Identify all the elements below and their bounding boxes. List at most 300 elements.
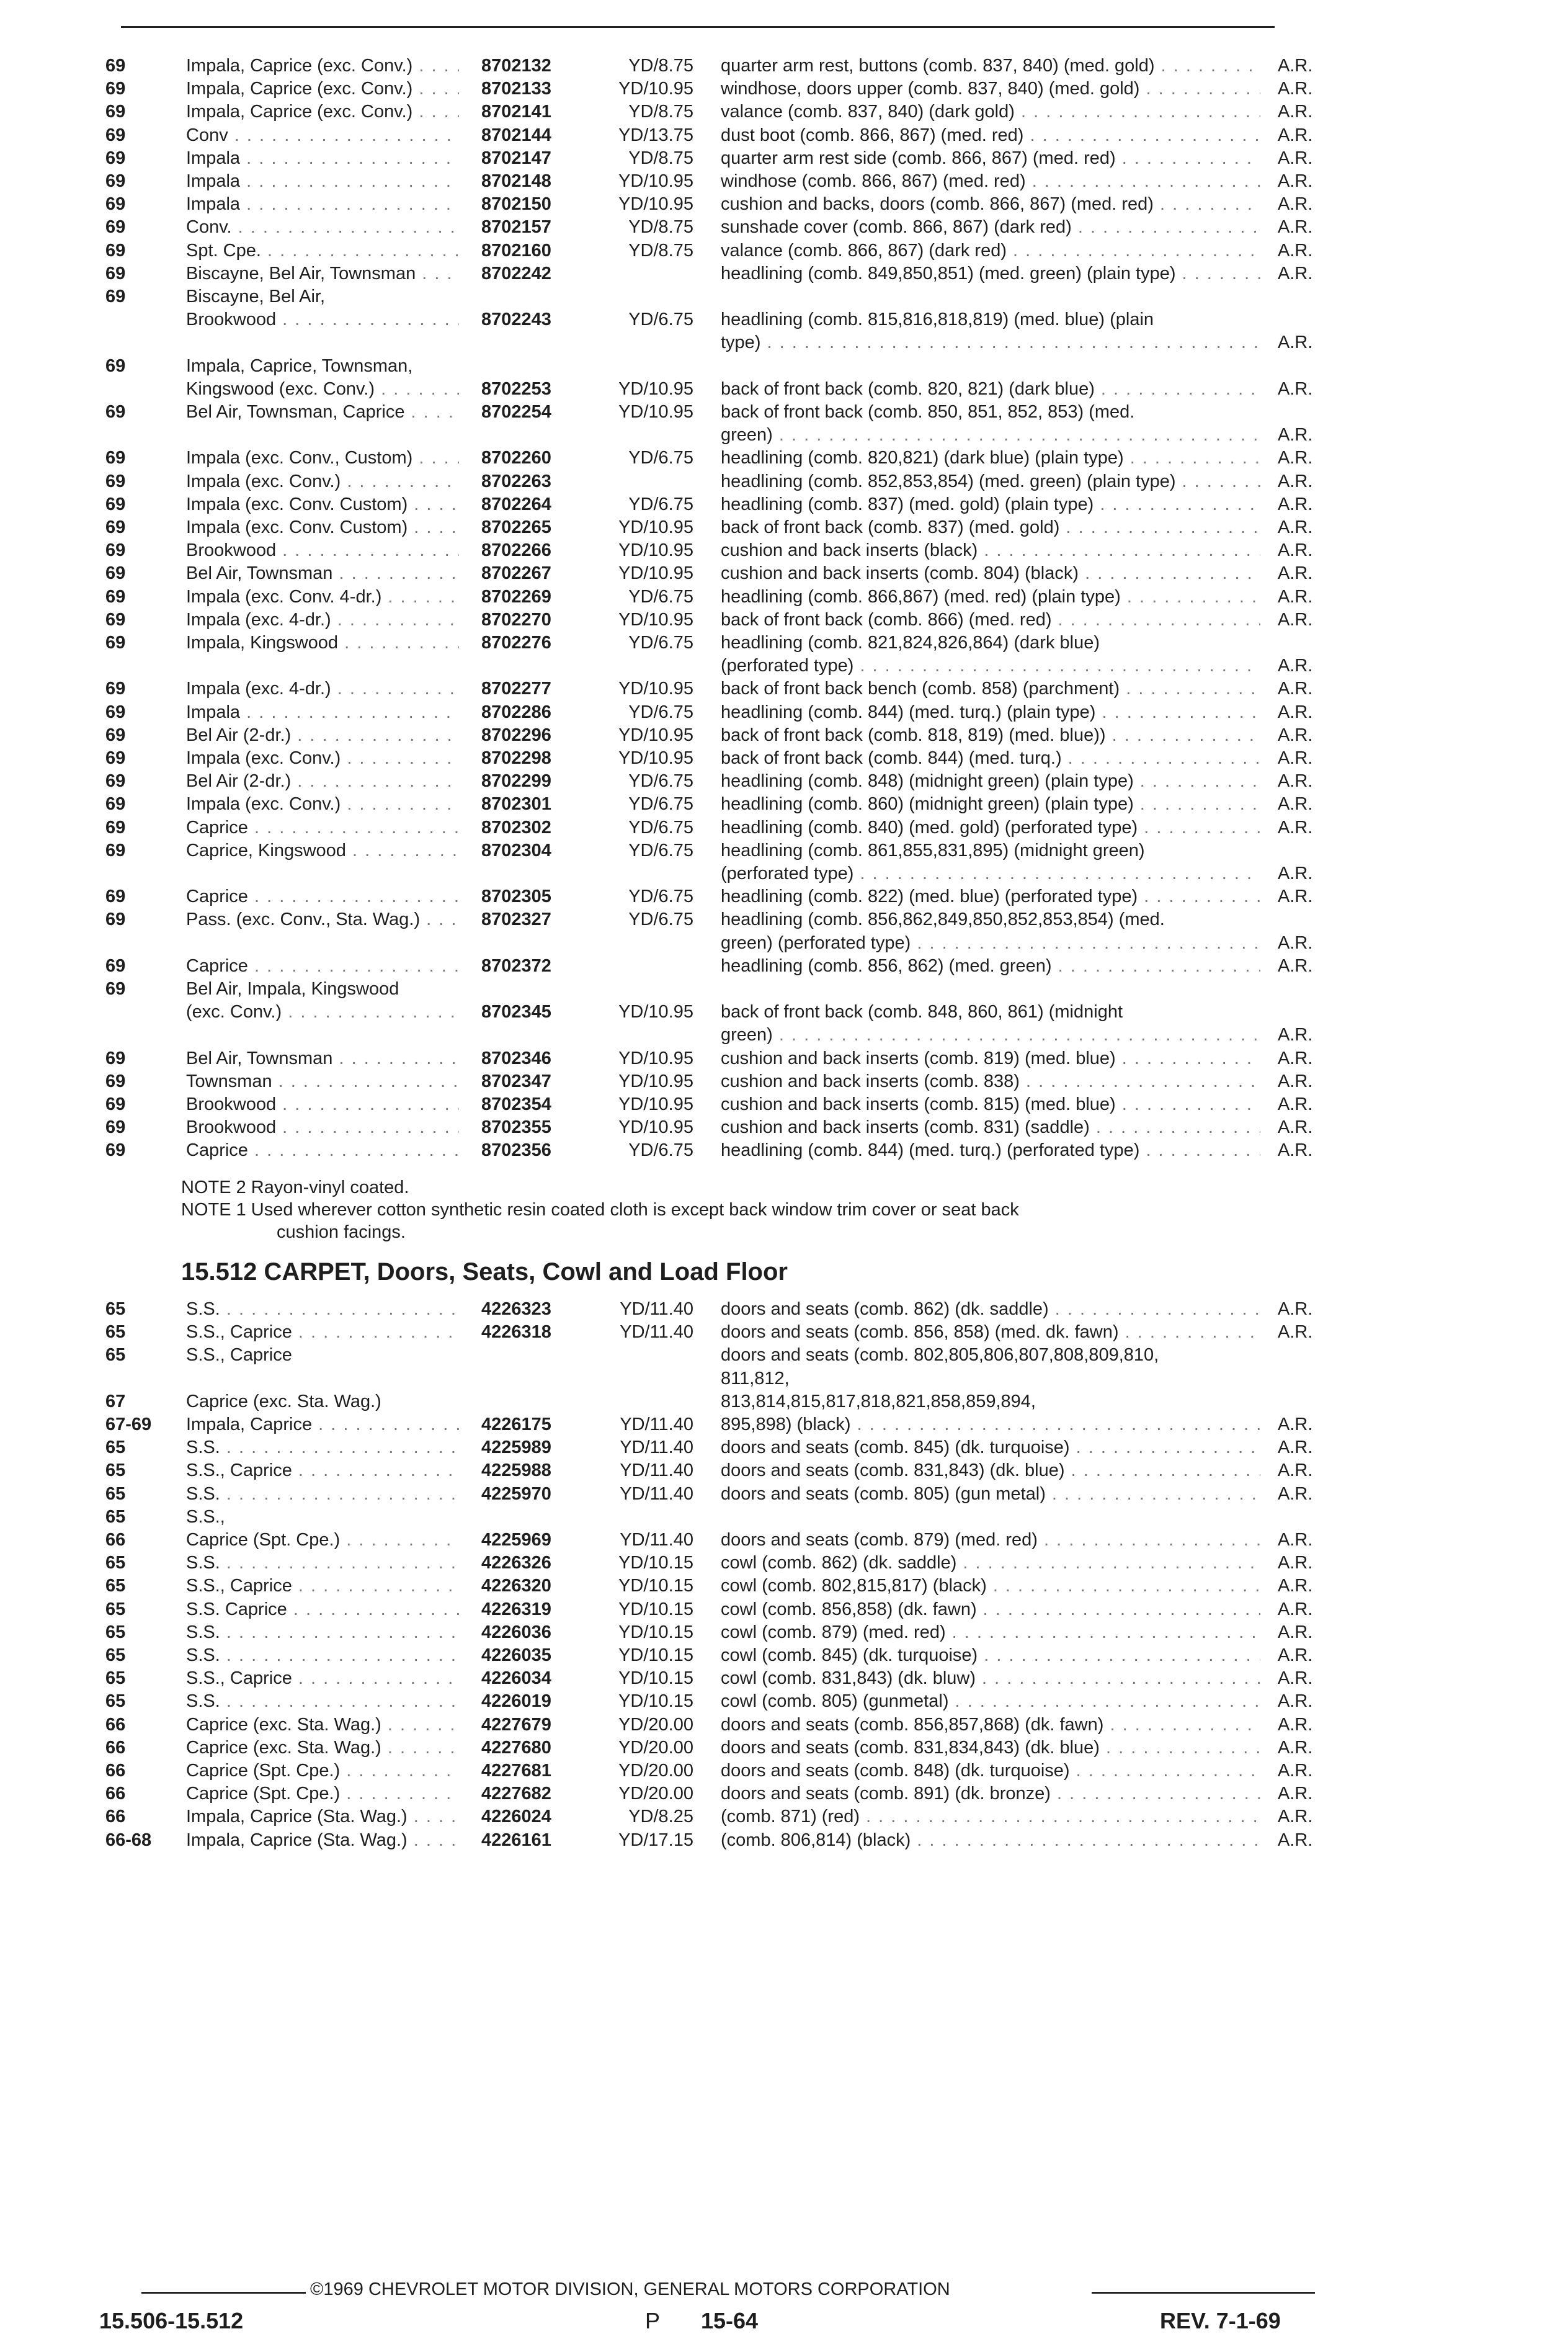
- quantity: A.R.: [1278, 1117, 1313, 1138]
- description: (comb. 871) (red) . . .: [721, 1805, 1260, 1828]
- quantity: A.R.: [1278, 1140, 1313, 1161]
- quantity: A.R.: [1278, 932, 1313, 953]
- table-row: [0, 1459, 1568, 1482]
- model-name: S.S. . . .: [186, 1621, 459, 1643]
- description: headlining (comb. 848) (midnight green) (plain type) . . .: [721, 770, 1260, 792]
- part-number: 8702269: [481, 586, 551, 607]
- part-number: 8702345: [481, 1002, 551, 1022]
- table-row: [0, 1829, 1568, 1851]
- description: doors and seats (comb. 862) (dk. saddle) . . .: [721, 1298, 1260, 1320]
- description: back of front back (comb. 820, 821) (dark blue) . . .: [721, 378, 1260, 400]
- quantity: A.R.: [1278, 240, 1313, 261]
- quantity: A.R.: [1278, 378, 1313, 399]
- table-row: [0, 1001, 1568, 1023]
- yard-price: YD/8.75: [628, 148, 693, 168]
- table-row: [0, 378, 1568, 400]
- model-name: S.S. . . .: [186, 1690, 459, 1712]
- table-row: [0, 1436, 1568, 1459]
- quantity: A.R.: [1278, 679, 1313, 699]
- model-year: 69: [105, 748, 126, 768]
- description: back of front back (comb. 844) (med. turq.) . . .: [721, 747, 1260, 769]
- model-name: Impala (exc. Conv.) . . .: [186, 747, 459, 769]
- model-name: Caprice (exc. Sta. Wag.) . . .: [186, 1737, 459, 1759]
- yard-price: YD/10.95: [618, 563, 693, 584]
- table-row: [0, 193, 1568, 215]
- description: headlining (comb. 866,867) (med. red) (plain type) . . .: [721, 586, 1260, 608]
- table-row: [0, 862, 1568, 885]
- part-number: 8702147: [481, 148, 551, 168]
- model-year: 69: [105, 1048, 126, 1068]
- model-year: 69: [105, 56, 126, 76]
- description: back of front back (comb. 866) (med. red) . . .: [721, 609, 1260, 631]
- description: cowl (comb. 805) (gunmetal) . . .: [721, 1690, 1260, 1712]
- model-name: Caprice (Spt. Cpe.) . . .: [186, 1529, 459, 1551]
- model-name: S.S., Caprice . . .: [186, 1321, 459, 1343]
- part-number: 4225970: [481, 1483, 551, 1504]
- model-year: 69: [105, 887, 126, 907]
- part-number: 4227680: [481, 1737, 551, 1758]
- quantity: A.R.: [1278, 656, 1313, 676]
- model-name: Impala (exc. Conv., Custom) . . .: [186, 447, 459, 469]
- part-number: 4225969: [481, 1530, 551, 1550]
- quantity: A.R.: [1278, 1576, 1313, 1596]
- description: dust boot (comb. 866, 867) (med. red) . . .: [721, 124, 1260, 146]
- part-number: 4226161: [481, 1830, 551, 1850]
- quantity: A.R.: [1278, 1761, 1313, 1781]
- description: doors and seats (comb. 848) (dk. turquoise) . . .: [721, 1759, 1260, 1782]
- description: headlining (comb. 840) (med. gold) (perforated type) . . .: [721, 816, 1260, 839]
- quantity: A.R.: [1278, 609, 1313, 630]
- model-year: 69: [105, 194, 126, 215]
- part-number: 8702305: [481, 887, 551, 907]
- table-row: [0, 908, 1568, 931]
- description: headlining (comb. 860) (midnight green) (plain type) . . .: [721, 793, 1260, 815]
- yard-price: YD/20.00: [618, 1784, 693, 1804]
- yard-price: YD/11.40: [620, 1438, 693, 1458]
- model-name: Brookwood . . .: [186, 308, 459, 331]
- description: cowl (comb. 845) (dk. turquoise) . . .: [721, 1644, 1260, 1666]
- yard-price: YD/10.95: [618, 1071, 693, 1091]
- description: green) (perforated type) . . .: [721, 932, 1260, 954]
- model-year: 69: [105, 794, 126, 815]
- yard-price: YD/8.25: [628, 1807, 693, 1827]
- quantity: A.R.: [1278, 425, 1313, 445]
- model-year: 65: [105, 1645, 126, 1665]
- table-row: [0, 1552, 1568, 1574]
- yard-price: YD/6.75: [628, 448, 693, 468]
- yard-price: YD/6.75: [628, 887, 693, 907]
- part-number: 8702254: [481, 402, 551, 422]
- model-name: S.S. . . .: [186, 1436, 459, 1459]
- model-year: 69: [105, 217, 126, 238]
- model-name: Impala, Caprice (exc. Conv.) . . .: [186, 55, 459, 77]
- table-row: [0, 1782, 1568, 1805]
- model-name: Caprice (Spt. Cpe.) . . .: [186, 1782, 459, 1805]
- description: doors and seats (comb. 879) (med. red) . . .: [721, 1529, 1260, 1551]
- model-name: Spt. Cpe. . . .: [186, 239, 459, 262]
- table-row: [0, 78, 1568, 100]
- model-name: S.S. . . .: [186, 1552, 459, 1574]
- model-year: 65: [105, 1506, 126, 1527]
- yard-price: YD/10.15: [618, 1553, 693, 1573]
- table-row: [0, 239, 1568, 262]
- table-row: [0, 170, 1568, 192]
- section-range: 15.506-15.512: [99, 2308, 244, 2333]
- quantity: A.R.: [1278, 771, 1313, 792]
- quantity: A.R.: [1278, 194, 1313, 215]
- quantity: A.R.: [1278, 1807, 1313, 1827]
- description: headlining (comb. 821,824,826,864) (dark blue): [721, 633, 1100, 653]
- table-row: [0, 1413, 1568, 1436]
- description: back of front back (comb. 850, 851, 852, 853) (med.: [721, 402, 1135, 422]
- model-name: Impala (exc. Conv. Custom) . . .: [186, 493, 459, 516]
- part-number: 8702133: [481, 79, 551, 99]
- copyright: ©1969 CHEVROLET MOTOR DIVISION, GENERAL MOTORS CORPORATION: [310, 2279, 950, 2299]
- model-year: 69: [105, 125, 126, 145]
- table-row: [0, 331, 1568, 354]
- yard-price: YD/11.40: [620, 1460, 693, 1481]
- yard-price: YD/10.15: [618, 1668, 693, 1689]
- model-name: (exc. Conv.) . . .: [186, 1001, 459, 1023]
- description: cushion and back inserts (comb. 819) (med. blue) . . .: [721, 1047, 1260, 1070]
- yard-price: YD/6.75: [628, 310, 693, 330]
- quantity: A.R.: [1278, 1460, 1313, 1481]
- model-year: 69: [105, 1094, 126, 1114]
- description: headlining (comb. 861,855,831,895) (midnight green): [721, 840, 1145, 861]
- quantity: A.R.: [1278, 540, 1313, 561]
- table-row: [0, 539, 1568, 561]
- model-name: Caprice, Kingswood . . .: [186, 839, 459, 862]
- part-number: 8702265: [481, 517, 551, 537]
- part-number: 4226036: [481, 1622, 551, 1642]
- description: doors and seats (comb. 856,857,868) (dk. fawn) . . .: [721, 1714, 1260, 1736]
- description: cowl (comb. 879) (med. red) . . .: [721, 1621, 1260, 1643]
- description: cushion and back inserts (comb. 815) (med. blue) . . .: [721, 1093, 1260, 1116]
- model-name: S.S., Caprice: [186, 1345, 292, 1366]
- description: green) . . .: [721, 1024, 1260, 1046]
- table-row: [0, 793, 1568, 815]
- table-row: [0, 677, 1568, 700]
- quantity: A.R.: [1278, 1048, 1313, 1068]
- yard-price: YD/11.40: [620, 1483, 693, 1504]
- part-number: 4226326: [481, 1553, 551, 1573]
- model-year: 69: [105, 563, 126, 584]
- description: headlining (comb. 820,821) (dark blue) (plain type) . . .: [721, 447, 1260, 469]
- model-name: Impala . . .: [186, 701, 459, 723]
- description: doors and seats (comb. 831,843) (dk. blue) . . .: [721, 1459, 1260, 1482]
- table-row: [0, 1047, 1568, 1070]
- part-number: 4225988: [481, 1460, 551, 1481]
- quantity: A.R.: [1278, 471, 1313, 491]
- model-name: S.S. Caprice . . .: [186, 1598, 459, 1621]
- model-year: 65: [105, 1576, 126, 1596]
- model-name: Caprice (exc. Sta. Wag.) . . .: [186, 1714, 459, 1736]
- model-name: S.S. . . .: [186, 1644, 459, 1666]
- quantity: A.R.: [1278, 563, 1313, 584]
- model-name: Impala (exc. Conv. Custom) . . .: [186, 516, 459, 539]
- quantity: A.R.: [1278, 125, 1313, 145]
- table-row: [0, 586, 1568, 608]
- yard-price: YD/10.95: [618, 378, 693, 399]
- table-row: [0, 424, 1568, 446]
- model-name: Biscayne, Bel Air,: [186, 287, 326, 306]
- table-row: [0, 1093, 1568, 1116]
- model-year: 66: [105, 1784, 126, 1804]
- part-number: 8702132: [481, 56, 551, 76]
- table-row: [0, 1367, 1568, 1390]
- part-number: 4226019: [481, 1691, 551, 1712]
- quantity: A.R.: [1278, 171, 1313, 191]
- model-year: 67: [105, 1391, 126, 1411]
- yard-price: YD/10.15: [618, 1622, 693, 1642]
- description: cushion and backs, doors (comb. 866, 867) (med. red) . . .: [721, 193, 1260, 215]
- yard-price: YD/10.95: [618, 725, 693, 745]
- yard-price: YD/10.95: [618, 1117, 693, 1138]
- table-row: [0, 262, 1568, 285]
- quantity: A.R.: [1278, 1071, 1313, 1091]
- description: 811,812,: [721, 1368, 790, 1388]
- model-year: 69: [105, 240, 126, 261]
- yard-price: YD/10.95: [618, 194, 693, 215]
- description: headlining (comb. 822) (med. blue) (perforated type) . . .: [721, 885, 1260, 908]
- description: quarter arm rest, buttons (comb. 837, 840) (med. gold) . . .: [721, 55, 1260, 77]
- yard-price: YD/6.75: [628, 840, 693, 861]
- table-row: [0, 816, 1568, 839]
- table-row: [0, 955, 1568, 977]
- table-row: [0, 1621, 1568, 1643]
- model-year: 69: [105, 355, 126, 376]
- table-row: [0, 447, 1568, 469]
- model-year: 69: [105, 1071, 126, 1091]
- part-number: 8702267: [481, 563, 551, 584]
- model-name: Caprice . . .: [186, 816, 459, 839]
- part-number: 8702299: [481, 771, 551, 792]
- table-row: [0, 1321, 1568, 1343]
- description: back of front back (comb. 837) (med. gold) . . .: [721, 516, 1260, 539]
- quantity: A.R.: [1278, 1691, 1313, 1712]
- model-year: 65: [105, 1322, 126, 1343]
- quantity: A.R.: [1278, 1830, 1313, 1850]
- description: doors and seats (comb. 845) (dk. turquoise) . . .: [721, 1436, 1260, 1459]
- model-year: 69: [105, 79, 126, 99]
- table-row: [0, 1070, 1568, 1093]
- table-row: [0, 1344, 1568, 1366]
- yard-price: YD/10.95: [618, 609, 693, 630]
- quantity: A.R.: [1278, 887, 1313, 907]
- model-year: 65: [105, 1599, 126, 1619]
- yard-price: YD/10.95: [618, 79, 693, 99]
- description: (comb. 806,814) (black) . . .: [721, 1829, 1260, 1851]
- description: type) . . .: [721, 331, 1260, 354]
- model-year: 69: [105, 633, 126, 653]
- model-year: 65: [105, 1691, 126, 1712]
- model-name: Impala . . .: [186, 147, 459, 169]
- yard-price: YD/17.15: [618, 1830, 693, 1850]
- model-name: S.S.,: [186, 1506, 225, 1527]
- part-number: 4226319: [481, 1599, 551, 1619]
- yard-price: YD/10.95: [618, 1094, 693, 1114]
- part-number: 4226318: [481, 1322, 551, 1343]
- model-name: Impala, Caprice, Townsman,: [186, 355, 413, 376]
- model-name: Impala (exc. 4-dr.) . . .: [186, 677, 459, 700]
- model-name: Impala, Caprice (Sta. Wag.) . . .: [186, 1805, 459, 1828]
- model-name: Bel Air (2-dr.) . . .: [186, 724, 459, 746]
- model-name: Townsman . . .: [186, 1070, 459, 1093]
- model-name: S.S., Caprice . . .: [186, 1575, 459, 1597]
- quantity: A.R.: [1278, 333, 1313, 353]
- model-year: 65: [105, 1345, 126, 1366]
- page-number: 15-64: [701, 2308, 759, 2333]
- part-number: 4226175: [481, 1415, 551, 1434]
- model-name: Caprice . . .: [186, 885, 459, 908]
- part-number: 8702302: [481, 817, 551, 838]
- quantity: A.R.: [1278, 1415, 1313, 1434]
- description: cushion and back inserts (comb. 831) (saddle) . . .: [721, 1116, 1260, 1138]
- table-row: [0, 493, 1568, 516]
- model-year: 69: [105, 1117, 126, 1138]
- note-1-line-2: cushion facings.: [277, 1222, 406, 1242]
- model-name: Impala, Caprice (exc. Conv.) . . .: [186, 78, 459, 100]
- description: headlining (comb. 852,853,854) (med. green) (plain type) . . .: [721, 470, 1260, 493]
- part-number: 8702356: [481, 1140, 551, 1161]
- part-number: 8702277: [481, 679, 551, 699]
- footer-rule-right: [1092, 2292, 1315, 2294]
- table-row: [0, 1737, 1568, 1759]
- table-row: [0, 101, 1568, 123]
- yard-price: YD/6.75: [628, 910, 693, 930]
- model-name: Brookwood . . .: [186, 1116, 459, 1138]
- table-row: [0, 1529, 1568, 1551]
- model-year: 66: [105, 1807, 126, 1827]
- model-year: 69: [105, 540, 126, 561]
- model-year: 65: [105, 1668, 126, 1689]
- part-number: 8702141: [481, 102, 551, 122]
- model-year: 69: [105, 263, 126, 284]
- description: headlining (comb. 815,816,818,819) (med. blue) (plain: [721, 310, 1154, 330]
- yard-price: YD/10.15: [618, 1645, 693, 1665]
- table-row: [0, 562, 1568, 584]
- description: headlining (comb. 844) (med. turq.) (plain type) . . .: [721, 701, 1260, 723]
- table-row: [0, 839, 1568, 862]
- description: (perforated type) . . .: [721, 862, 1260, 885]
- table-row: [0, 1298, 1568, 1320]
- description: cowl (comb. 856,858) (dk. fawn) . . .: [721, 1598, 1260, 1621]
- quantity: A.R.: [1278, 517, 1313, 537]
- quantity: A.R.: [1278, 1784, 1313, 1804]
- description: quarter arm rest side (comb. 866, 867) (med. red) . . .: [721, 147, 1260, 169]
- model-name: Conv. . . .: [186, 216, 459, 238]
- yard-price: YD/8.75: [628, 217, 693, 238]
- model-name: Impala, Caprice (Sta. Wag.) . . .: [186, 1829, 459, 1851]
- model-year: 69: [105, 910, 126, 930]
- part-number: 4227679: [481, 1714, 551, 1735]
- part-number: 8702160: [481, 240, 551, 261]
- quantity: A.R.: [1278, 1553, 1313, 1573]
- model-year: 69: [105, 171, 126, 191]
- model-year: 65: [105, 1553, 126, 1573]
- model-year: 65: [105, 1460, 126, 1481]
- model-year: 69: [105, 955, 126, 976]
- part-number: 8702263: [481, 471, 551, 491]
- yard-price: YD/10.15: [618, 1576, 693, 1596]
- model-year: 69: [105, 471, 126, 491]
- model-name: Biscayne, Bel Air, Townsman . . .: [186, 262, 459, 285]
- yard-price: YD/10.95: [618, 540, 693, 561]
- model-name: Bel Air (2-dr.) . . .: [186, 770, 459, 792]
- description: valance (comb. 866, 867) (dark red) . . .: [721, 239, 1260, 262]
- yard-price: YD/6.75: [628, 794, 693, 815]
- model-name: Bel Air, Townsman . . .: [186, 562, 459, 584]
- model-year: 69: [105, 609, 126, 630]
- quantity: A.R.: [1278, 1530, 1313, 1550]
- model-name: Impala . . .: [186, 193, 459, 215]
- model-name: S.S., Caprice . . .: [186, 1667, 459, 1689]
- model-year: 65: [105, 1299, 126, 1319]
- model-year: 66-68: [105, 1830, 152, 1850]
- description: headlining (comb. 837) (med. gold) (plain type) . . .: [721, 493, 1260, 516]
- part-number: 8702296: [481, 725, 551, 745]
- table-row: [0, 147, 1568, 169]
- yard-price: YD/6.75: [628, 633, 693, 653]
- model-name: Impala, Caprice (exc. Conv.) . . .: [186, 101, 459, 123]
- section-title: 15.512 CARPET, Doors, Seats, Cowl and Load Floor: [181, 1258, 788, 1285]
- quantity: A.R.: [1278, 1737, 1313, 1758]
- model-year: 66: [105, 1737, 126, 1758]
- yard-price: YD/10.95: [618, 748, 693, 768]
- model-name: Impala, Caprice . . .: [186, 1413, 459, 1436]
- description: sunshade cover (comb. 866, 867) (dark red) . . .: [721, 216, 1260, 238]
- model-year: 69: [105, 494, 126, 514]
- model-year: 69: [105, 725, 126, 745]
- revision: REV. 7-1-69: [1160, 2308, 1281, 2333]
- part-number: 4226320: [481, 1576, 551, 1596]
- model-name: S.S. . . .: [186, 1483, 459, 1505]
- part-number: 4227682: [481, 1784, 551, 1804]
- yard-price: YD/6.75: [628, 817, 693, 838]
- quantity: A.R.: [1278, 725, 1313, 745]
- part-number: 4225989: [481, 1438, 551, 1458]
- model-year: 66: [105, 1714, 126, 1735]
- model-year: 69: [105, 979, 126, 999]
- quantity: A.R.: [1278, 1668, 1313, 1689]
- model-year: 69: [105, 517, 126, 537]
- table-row: [0, 609, 1568, 631]
- yard-price: YD/8.75: [628, 56, 693, 76]
- model-year: 69: [105, 1140, 126, 1161]
- model-name: Impala . . .: [186, 170, 459, 192]
- yard-price: YD/6.75: [628, 702, 693, 722]
- table-row: [0, 55, 1568, 77]
- model-year: 65: [105, 1438, 126, 1458]
- quantity: A.R.: [1278, 1322, 1313, 1343]
- quantity: A.R.: [1278, 494, 1313, 514]
- description: headlining (comb. 856, 862) (med. green) . . .: [721, 955, 1260, 977]
- description: windhose, doors upper (comb. 837, 840) (med. gold) . . .: [721, 78, 1260, 100]
- model-year: 69: [105, 287, 126, 306]
- yard-price: YD/10.95: [618, 1002, 693, 1022]
- model-name: Bel Air, Townsman . . .: [186, 1047, 459, 1070]
- part-number: 8702150: [481, 194, 551, 215]
- table-row: [0, 1598, 1568, 1621]
- model-name: Caprice (exc. Sta. Wag.): [186, 1391, 381, 1411]
- part-number: 8702264: [481, 494, 551, 514]
- part-number: 8702354: [481, 1094, 551, 1114]
- model-year: 67-69: [105, 1415, 152, 1434]
- part-number: 8702253: [481, 378, 551, 399]
- model-name: S.S., Caprice . . .: [186, 1459, 459, 1482]
- quantity: A.R.: [1278, 448, 1313, 468]
- model-year: 66: [105, 1761, 126, 1781]
